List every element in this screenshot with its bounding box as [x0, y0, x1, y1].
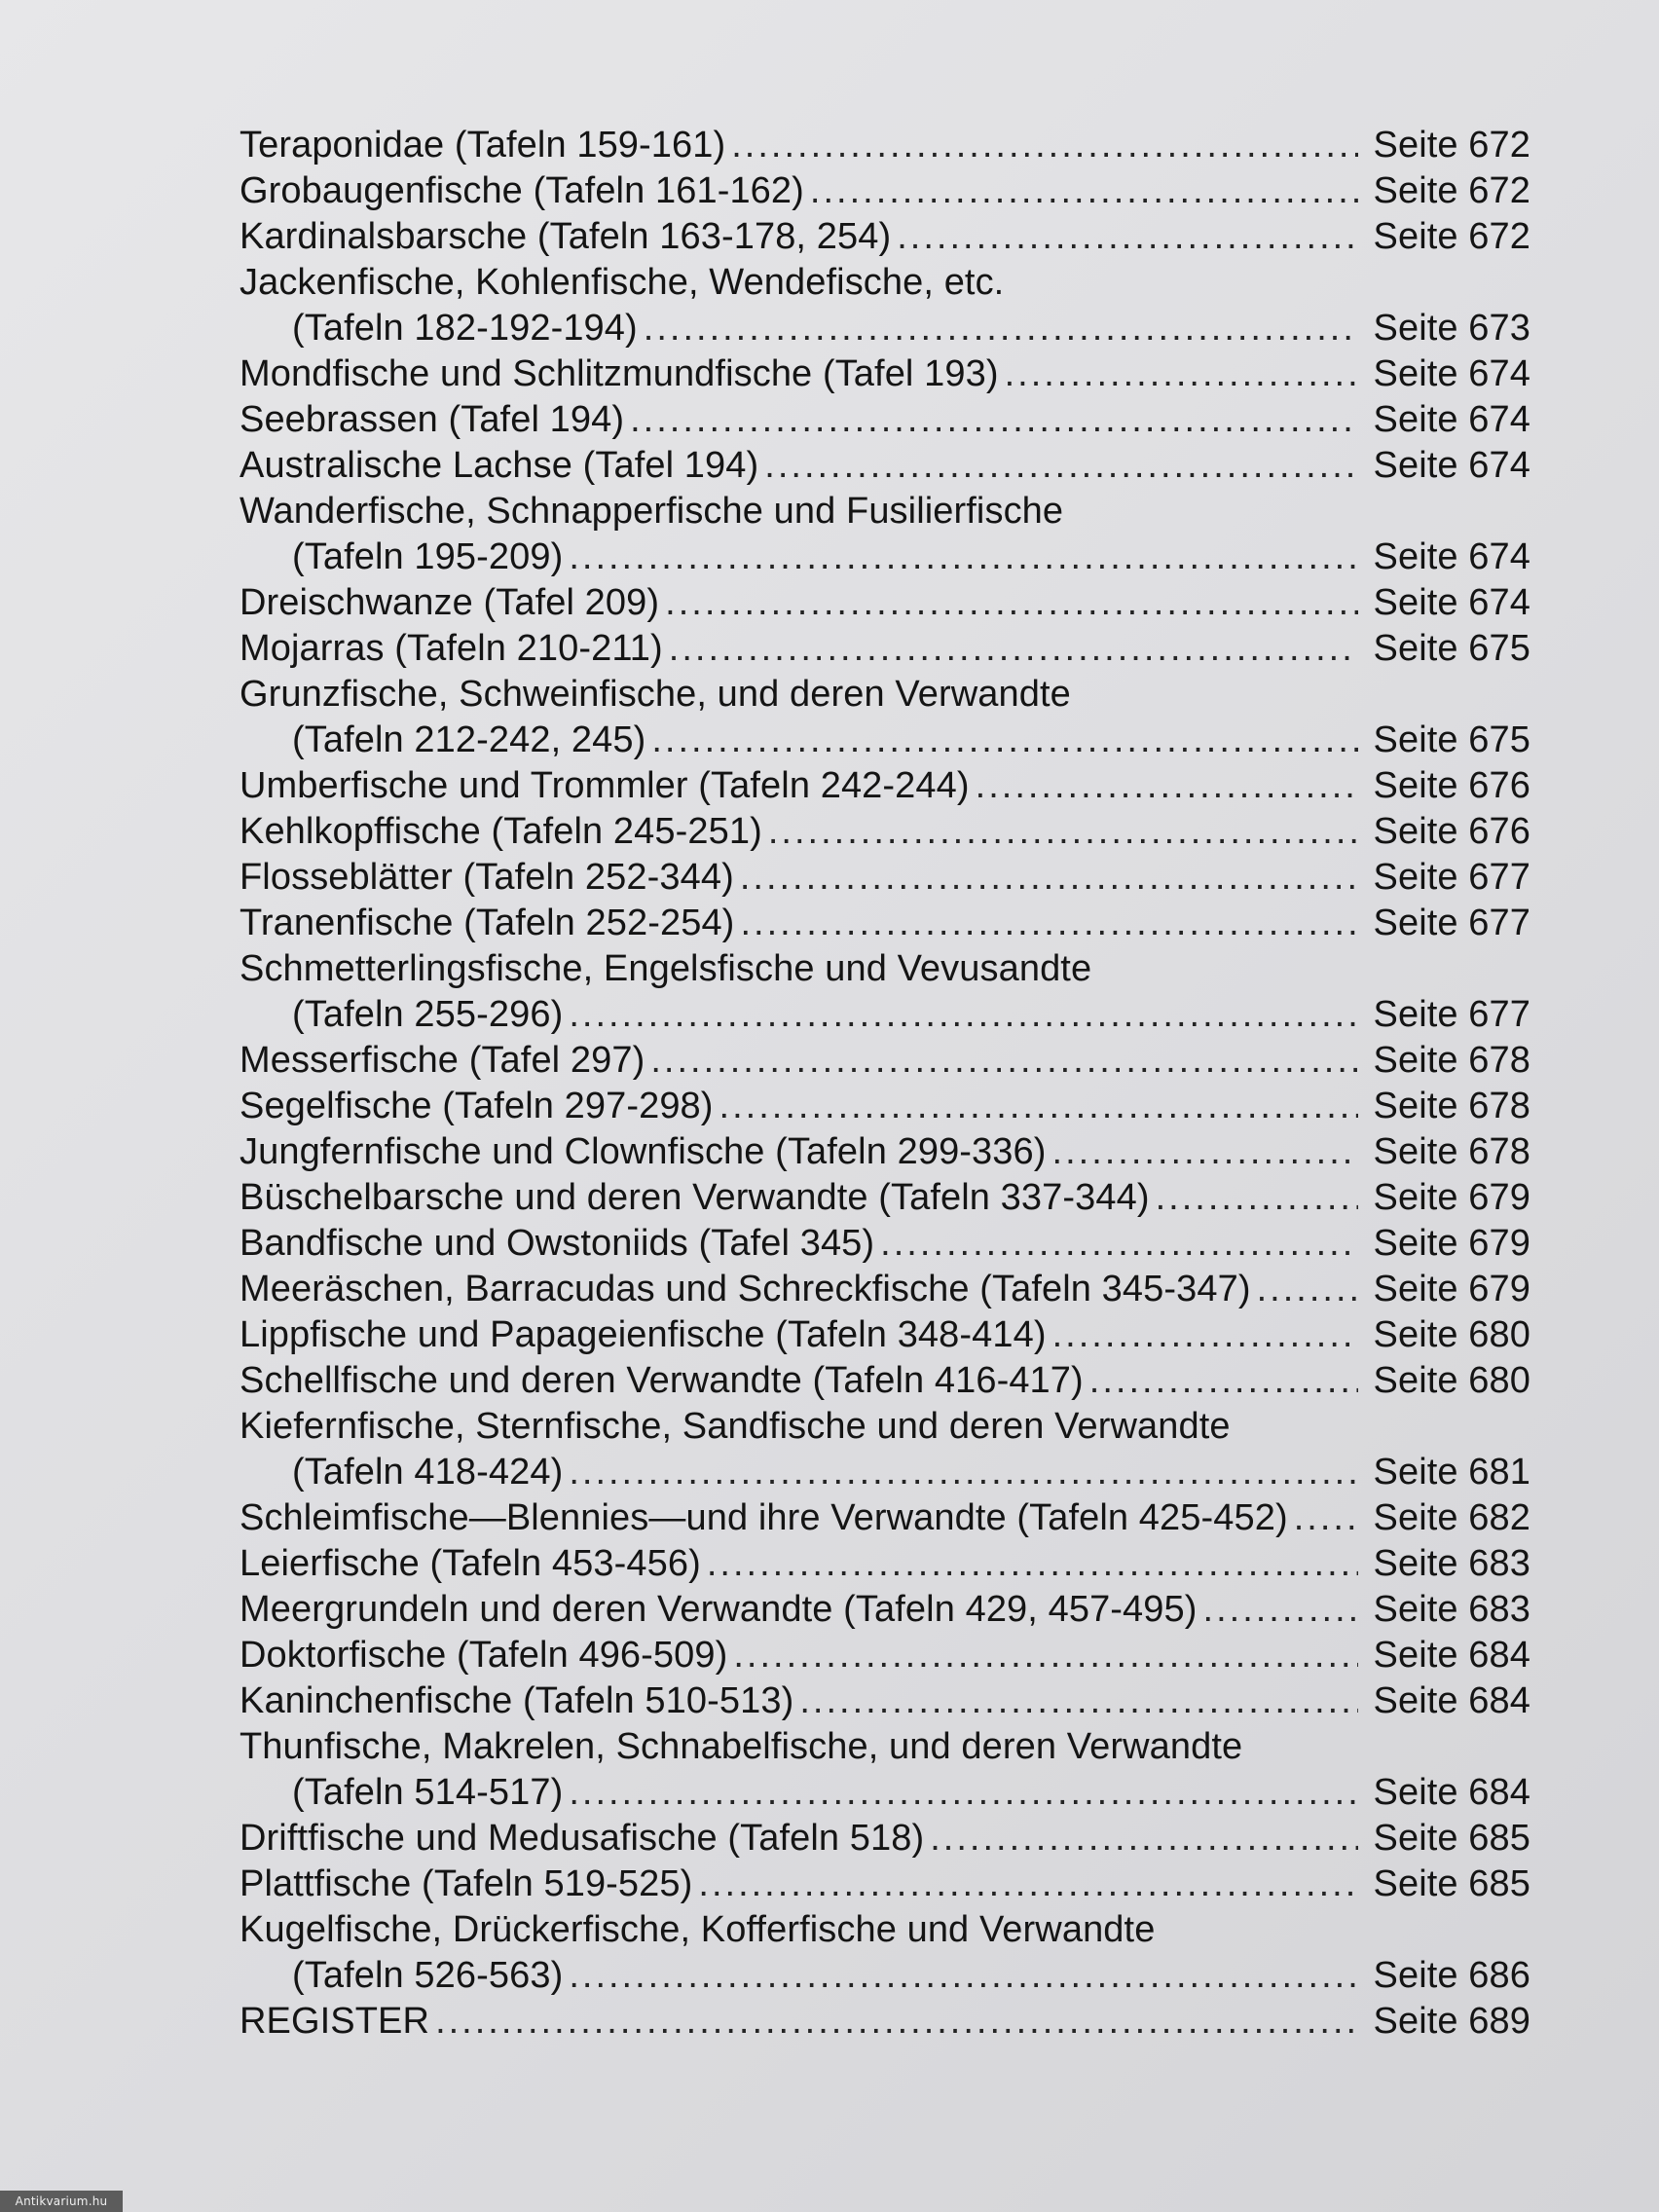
toc-entry — [240, 1999, 1530, 2045]
toc-page-ref: Seite 678 — [1373, 1131, 1530, 1172]
toc-line — [240, 901, 1530, 946]
toc-entry-continuation: (Tafeln 255-296) — [292, 994, 564, 1035]
toc-entry — [240, 260, 1530, 351]
toc-line — [240, 809, 1530, 855]
toc-line — [240, 1495, 1530, 1541]
toc-page-ref: Seite 680 — [1373, 1360, 1530, 1401]
toc-page-ref: Seite 674 — [1373, 353, 1530, 394]
toc-entry-title: Kardinalsbarsche (Tafeln 163-178, 254) — [240, 216, 892, 257]
toc-page-ref: Seite 674 — [1373, 445, 1530, 486]
toc-entry-title: Meeräschen, Barracudas und Schreckfische (Tafeln 345-347) — [240, 1269, 1251, 1309]
toc-entry-title: Driftfische und Medusafische (Tafeln 518) — [240, 1818, 925, 1859]
toc-entry-title: Lippfische und Papageienfische (Tafeln 348-414) — [240, 1314, 1047, 1355]
toc-entry-title: Umberfische und Trommler (Tafeln 242-244) — [240, 765, 970, 806]
toc-page-ref: Seite 675 — [1373, 628, 1530, 669]
toc-entry — [240, 1907, 1530, 1999]
toc-entry-title: Doktorfische (Tafeln 496-509) — [240, 1635, 728, 1676]
toc-page-ref: Seite 672 — [1373, 216, 1530, 257]
toc-page-ref: Seite 686 — [1373, 1955, 1530, 1996]
toc-entry — [240, 946, 1530, 1038]
toc-entry — [240, 1175, 1530, 1221]
toc-entry-title: Teraponidae (Tafeln 159-161) — [240, 125, 726, 166]
dot-leader — [1156, 1175, 1358, 1221]
dot-leader — [719, 1084, 1358, 1129]
toc-entry — [240, 1862, 1530, 1907]
toc-line — [240, 1404, 1530, 1450]
toc-line — [240, 1541, 1530, 1587]
toc-entry-title: Meergrundeln und deren Verwandte (Tafeln 429, 457-495) — [240, 1589, 1198, 1630]
dot-leader — [731, 123, 1358, 168]
toc-line — [240, 1587, 1530, 1633]
dot-leader — [1052, 1129, 1358, 1175]
toc-entry-title: Kiefernfische, Sternfische, Sandfische und deren Verwandte — [240, 1406, 1231, 1447]
toc-page-ref: Seite 679 — [1373, 1223, 1530, 1264]
dot-leader — [764, 443, 1358, 489]
toc-entry-continuation: (Tafeln 212-242, 245) — [292, 719, 646, 760]
toc-entry — [240, 1129, 1530, 1175]
toc-entry-continuation: (Tafeln 195-209) — [292, 536, 564, 577]
toc-page-ref: Seite 679 — [1373, 1269, 1530, 1309]
toc-line — [240, 1129, 1530, 1175]
toc-entry-title: Kugelfische, Drückerfische, Kofferfische und Verwandte — [240, 1909, 1156, 1950]
dot-leader — [569, 1770, 1358, 1816]
toc-entry-continuation: (Tafeln 182-192-194) — [292, 308, 638, 349]
toc-line-continuation — [292, 718, 1530, 763]
dot-leader — [976, 763, 1358, 809]
dot-leader — [569, 992, 1358, 1038]
toc-entry-title: Schleimfische—Blennies—und ihre Verwandte (Tafeln 425-452) — [240, 1497, 1288, 1538]
toc-entry — [240, 1404, 1530, 1495]
toc-entry-title: Wanderfische, Schnapperfische und Fusilierfische — [240, 491, 1064, 532]
toc-entry-title: Schellfische und deren Verwandte (Tafeln 416-417) — [240, 1360, 1084, 1401]
toc-page-ref: Seite 674 — [1373, 582, 1530, 623]
dot-leader — [651, 718, 1358, 763]
dot-leader — [930, 1816, 1358, 1862]
toc-line — [240, 1221, 1530, 1267]
toc-entry — [240, 1267, 1530, 1312]
toc-page-ref: Seite 674 — [1373, 536, 1530, 577]
toc-entry — [240, 1724, 1530, 1816]
toc-entry-title: Tranenfische (Tafeln 252-254) — [240, 903, 735, 943]
toc-entry — [240, 580, 1530, 626]
toc-line — [240, 214, 1530, 260]
toc-line — [240, 580, 1530, 626]
toc-entry — [240, 1358, 1530, 1404]
toc-entry — [240, 1633, 1530, 1678]
toc-entry-title: Jackenfische, Kohlenfische, Wendefische, etc. — [240, 262, 1005, 303]
dot-leader — [698, 1862, 1358, 1907]
toc-line — [240, 1312, 1530, 1358]
toc-entry-title: Leierfische (Tafeln 453-456) — [240, 1543, 701, 1584]
toc-entry — [240, 763, 1530, 809]
toc-entry — [240, 1816, 1530, 1862]
dot-leader — [799, 1678, 1358, 1724]
toc-line — [240, 1724, 1530, 1770]
toc-line — [240, 1358, 1530, 1404]
toc-line — [240, 168, 1530, 214]
toc-line — [240, 1038, 1530, 1084]
toc-line — [240, 123, 1530, 168]
toc-page-ref: Seite 672 — [1373, 170, 1530, 211]
toc-entry-title: Grobaugenfische (Tafeln 161-162) — [240, 170, 804, 211]
toc-entry-title: Dreischwanze (Tafel 209) — [240, 582, 660, 623]
toc-line-continuation — [292, 306, 1530, 351]
dot-leader — [733, 1633, 1358, 1678]
toc-page-ref: Seite 684 — [1373, 1772, 1530, 1813]
dot-leader — [740, 901, 1358, 946]
toc-entry — [240, 809, 1530, 855]
toc-entry — [240, 1541, 1530, 1587]
toc-entry-title: Messerfische (Tafel 297) — [240, 1040, 645, 1081]
toc-entry — [240, 123, 1530, 168]
toc-line — [240, 946, 1530, 992]
dot-leader — [569, 1953, 1358, 1999]
toc-page-ref: Seite 684 — [1373, 1635, 1530, 1676]
toc-page-ref: Seite 685 — [1373, 1818, 1530, 1859]
toc-entry — [240, 855, 1530, 901]
toc-line-continuation — [292, 1953, 1530, 1999]
toc-line — [240, 1084, 1530, 1129]
dot-leader — [1294, 1495, 1358, 1541]
toc-page-ref: Seite 678 — [1373, 1040, 1530, 1081]
dot-leader — [650, 1038, 1358, 1084]
toc-page-ref: Seite 689 — [1373, 2001, 1530, 2042]
toc-line — [240, 1999, 1530, 2045]
toc-entry-title: Grunzfische, Schweinfische, und deren Verwandte — [240, 674, 1071, 715]
dot-leader — [707, 1541, 1358, 1587]
toc-entry-title: Flosseblätter (Tafeln 252-344) — [240, 857, 734, 898]
toc-page-ref: Seite 684 — [1373, 1680, 1530, 1721]
toc-entry — [240, 489, 1530, 580]
toc-entry-title: Schmetterlingsfische, Engelsfische und Vevusandte — [240, 948, 1092, 989]
toc-page-ref: Seite 677 — [1373, 903, 1530, 943]
toc-line — [240, 1678, 1530, 1724]
toc-page-ref: Seite 681 — [1373, 1452, 1530, 1493]
toc-line — [240, 351, 1530, 397]
toc-page-ref: Seite 673 — [1373, 308, 1530, 349]
dot-leader — [740, 855, 1358, 901]
toc-line — [240, 489, 1530, 535]
dot-leader — [768, 809, 1358, 855]
toc-page-ref: Seite 682 — [1373, 1497, 1530, 1538]
toc-line — [240, 1175, 1530, 1221]
toc-entry-title: Bandfische und Owstoniids (Tafel 345) — [240, 1223, 875, 1264]
toc-line — [240, 763, 1530, 809]
toc-entry — [240, 1038, 1530, 1084]
dot-leader — [1203, 1587, 1358, 1633]
toc-page-ref: Seite 680 — [1373, 1314, 1530, 1355]
dot-leader — [665, 580, 1358, 626]
dot-leader — [644, 306, 1358, 351]
toc-page-ref: Seite 679 — [1373, 1177, 1530, 1218]
dot-leader — [569, 1450, 1358, 1495]
toc-page-ref: Seite 675 — [1373, 719, 1530, 760]
toc-page-ref: Seite 674 — [1373, 399, 1530, 440]
dot-leader — [1257, 1267, 1358, 1312]
toc-line — [240, 1633, 1530, 1678]
toc-line-continuation — [292, 992, 1530, 1038]
toc-entry-continuation: (Tafeln 526-563) — [292, 1955, 564, 1996]
toc-entry — [240, 397, 1530, 443]
toc-line — [240, 1862, 1530, 1907]
toc-page-ref: Seite 672 — [1373, 125, 1530, 166]
toc-entry — [240, 1495, 1530, 1541]
toc-entry — [240, 1587, 1530, 1633]
toc-line — [240, 397, 1530, 443]
toc-entry — [240, 1221, 1530, 1267]
toc-entry — [240, 1084, 1530, 1129]
dot-leader — [630, 397, 1358, 443]
toc-entry — [240, 168, 1530, 214]
toc-entry-title: Kehlkopffische (Tafeln 245-251) — [240, 811, 762, 852]
toc-line-continuation — [292, 1770, 1530, 1816]
toc-entry-title: Mojarras (Tafeln 210-211) — [240, 628, 663, 669]
toc-line — [240, 1907, 1530, 1953]
table-of-contents — [240, 123, 1530, 2045]
toc-line — [240, 260, 1530, 306]
toc-line-continuation — [292, 535, 1530, 580]
toc-line — [240, 626, 1530, 672]
toc-line — [240, 1816, 1530, 1862]
dot-leader — [880, 1221, 1358, 1267]
toc-entry — [240, 443, 1530, 489]
toc-entry-title: Büschelbarsche und deren Verwandte (Tafeln 337-344) — [240, 1177, 1150, 1218]
toc-page-ref: Seite 683 — [1373, 1589, 1530, 1630]
toc-entry-title: Kaninchenfische (Tafeln 510-513) — [240, 1680, 794, 1721]
toc-entry — [240, 1678, 1530, 1724]
toc-page-ref: Seite 685 — [1373, 1863, 1530, 1904]
toc-entry — [240, 626, 1530, 672]
toc-entry-title: Mondfische und Schlitzmundfische (Tafel 193) — [240, 353, 999, 394]
toc-entry-title: Thunfische, Makrelen, Schnabelfische, und deren Verwandte — [240, 1726, 1243, 1767]
toc-line — [240, 672, 1530, 718]
toc-line-continuation — [292, 1450, 1530, 1495]
toc-entry — [240, 214, 1530, 260]
toc-entry-title: Segelfische (Tafeln 297-298) — [240, 1086, 714, 1126]
toc-page-ref: Seite 677 — [1373, 994, 1530, 1035]
watermark: Antikvarium.hu — [0, 2191, 123, 2212]
toc-page-ref: Seite 676 — [1373, 765, 1530, 806]
toc-page-ref: Seite 677 — [1373, 857, 1530, 898]
dot-leader — [669, 626, 1358, 672]
toc-entry — [240, 1312, 1530, 1358]
toc-entry-continuation: (Tafeln 514-517) — [292, 1772, 564, 1813]
toc-page-ref: Seite 676 — [1373, 811, 1530, 852]
toc-entry-title: Australische Lachse (Tafel 194) — [240, 445, 759, 486]
toc-entry-title: Seebrassen (Tafel 194) — [240, 399, 625, 440]
toc-entry-title: Jungfernfische und Clownfische (Tafeln 299-336) — [240, 1131, 1047, 1172]
dot-leader — [1052, 1312, 1358, 1358]
toc-line — [240, 443, 1530, 489]
dot-leader — [1089, 1358, 1358, 1404]
dot-leader — [1005, 351, 1358, 397]
dot-leader — [435, 1999, 1358, 2045]
dot-leader — [897, 214, 1358, 260]
toc-entry-continuation: (Tafeln 418-424) — [292, 1452, 564, 1493]
toc-entry — [240, 672, 1530, 763]
toc-line — [240, 855, 1530, 901]
toc-entry — [240, 901, 1530, 946]
dot-leader — [569, 535, 1358, 580]
toc-page-ref: Seite 678 — [1373, 1086, 1530, 1126]
dot-leader — [810, 168, 1358, 214]
toc-page-ref: Seite 683 — [1373, 1543, 1530, 1584]
toc-line — [240, 1267, 1530, 1312]
toc-entry-title: Plattfische (Tafeln 519-525) — [240, 1863, 693, 1904]
toc-entry — [240, 351, 1530, 397]
toc-entry-title: REGISTER — [240, 2001, 430, 2042]
